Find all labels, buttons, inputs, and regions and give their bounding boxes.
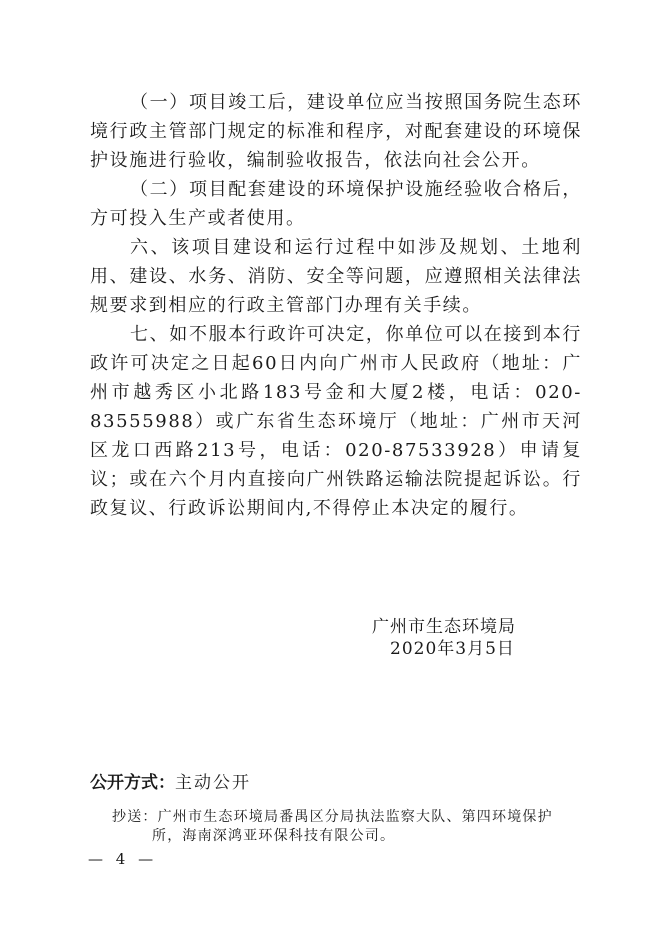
paragraph-item-1: （一）项目竣工后，建设单位应当按照国务院生态环境行政主管部门规定的标准和程序，对配套建设的环境保护设施进行验收，编制验收报告，依法向社会公开。 [90, 92, 582, 171]
copy-to-line-1: 抄送：广州市生态环境局番禺区分局执法监察大队、第四环境保护 [112, 809, 553, 825]
publication-value: 主动公开 [175, 773, 251, 793]
publication-method [90, 768, 251, 793]
issue-date: 2020年3月5日 [390, 639, 515, 659]
publication-label: 公开方式： [90, 773, 175, 793]
issuer-name: 广州市生态环境局 [372, 617, 516, 637]
paragraph-item-seven: 七、如不服本行政许可决定，你单位可以在接到本行政许可决定之日起60日内向广州市人民政府（地址：广州市越秀区小北路183号金和大厦2楼，电话：020-83555988）或广东省生态环境厅（地址：广州市天河区龙口西路213号，电话：020-87533928）申请复议；或在六个月内直接向广州铁路运输法院提起诉讼。行政复议、行政诉讼期间内,不得停止本决定的履行。 [90, 324, 582, 519]
copy-to [112, 808, 582, 846]
page-number: — 4 — [88, 850, 158, 868]
paragraph-item-2: （二）项目配套建设的环境保护设施经验收合格后，方可投入生产或者使用。 [90, 179, 582, 229]
copy-to-line-2: 所，海南深鸿亚环保科技有限公司。 [152, 828, 396, 844]
paragraph-item-six: 六、该项目建设和运行过程中如涉及规划、土地利用、建设、水务、消防、安全等问题，应遵照相关法律法规要求到相应的行政主管部门办理有关手续。 [90, 237, 582, 316]
